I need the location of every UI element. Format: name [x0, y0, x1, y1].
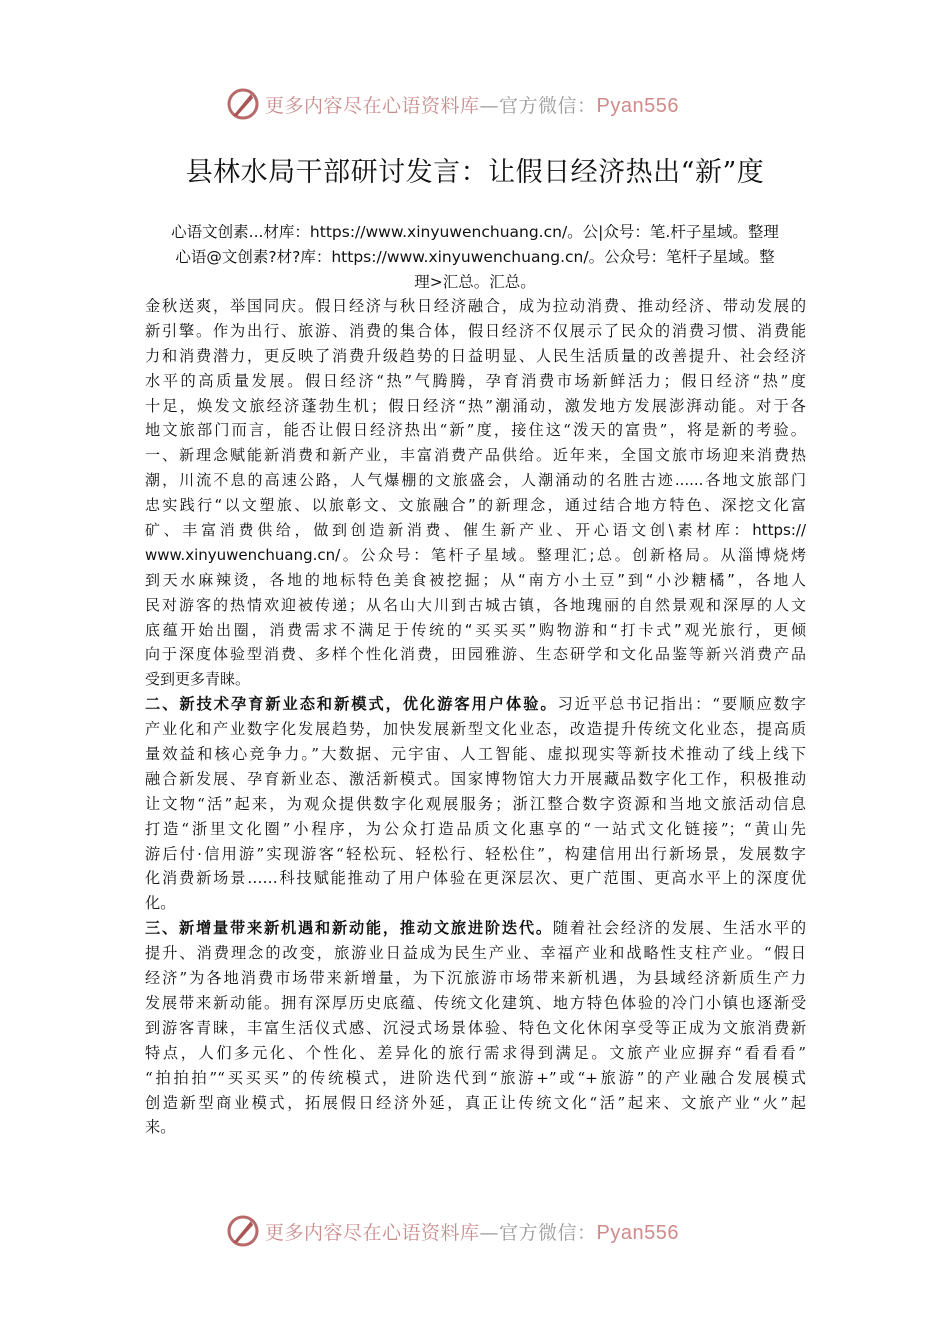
paragraph-intro — [145, 294, 806, 443]
banner-text: 更多内容尽在心语资料库—官方微信：Pyan556 — [265, 94, 679, 117]
paragraph-section-1 — [145, 443, 806, 692]
text-line: 水平的高质量发展。假日经济“热”气腾腾，孕育消费市场新鲜活力；假日经济“热”度 — [145, 371, 806, 390]
subtitle-line: 理>汇总。汇总。 — [414, 273, 536, 291]
text-line: 化。 — [145, 894, 176, 913]
text-line: 让文物“活”起来，为观众提供数字化观展服务；浙江整合数字资源和当地文旅活动信息 — [145, 794, 806, 813]
quill-logo-icon — [225, 1213, 261, 1249]
quill-logo-icon — [225, 86, 261, 122]
subtitle-line: 心语@文创素?材?库：https://www.xinyuwenchuang.cn/。公众号：笔杆子星域。整 — [175, 248, 775, 266]
text-line: 民对游客的热情欢迎被传递；从名山大川到古城古镇，各地瑰丽的自然景观和深厚的人文 — [145, 595, 806, 614]
text-line — [145, 692, 806, 717]
section-heading: 二、新技术孕育新业态和新模式，优化游客用户体验。 — [145, 695, 558, 714]
subtitle-line: 心语文创素...材库：https://www.xinyuwenchuang.cn/。公|众号：笔.杆子星域。整理 — [171, 223, 779, 241]
subtitle — [140, 220, 810, 295]
header-watermark-banner — [225, 84, 725, 124]
text-line: 十足，焕发文旅经济蓬勃生机；假日经济“热”潮涌动，激发地方发展澎湃动能。对于各 — [145, 396, 806, 415]
text-line: 产业化和产业数字化发展趋势，加快发展新型文化业态，改造提升传统文化业态，提高质 — [145, 720, 806, 739]
paragraph-section-2 — [145, 692, 806, 916]
banner-text: 更多内容尽在心语资料库—官方微信：Pyan556 — [265, 1221, 679, 1244]
text-line: www.xinyuwenchuang.cn/。公众号：笔杆子星域。整理汇;总。创新格局。从淄博烧烤 — [145, 545, 806, 564]
text-line — [145, 916, 806, 941]
text-line: 来。 — [145, 1118, 176, 1137]
text-line: 地文旅部门而言，能否让假日经济热出“新”度，接住这“泼天的富贵”，将是新的考验。 — [145, 421, 806, 440]
text-span: 随着社会经济的发展、生活水平的 — [552, 919, 806, 938]
text-line: 到天水麻辣烫，各地的地标特色美食被挖掘；从“南方小土豆”到“小沙糖橘”，各地人 — [145, 570, 806, 589]
text-line: 潮，川流不息的高速公路，人气爆棚的文旅盛会，人潮涌动的名胜古迹......各地文旅部门 — [145, 471, 806, 490]
text-line: 化消费新场景……科技赋能推动了用户体验在更深层次、更广范围、更高水平上的深度优 — [145, 869, 806, 888]
text-line: 受到更多青睐。 — [145, 670, 251, 689]
text-line: 创造新型商业模式，拓展假日经济外延，真正让传统文化“活”起来、文旅产业“火”起 — [145, 1093, 806, 1112]
text-line: 特点，人们多元化、个性化、差异化的旅行需求得到满足。文旅产业应摒弃“看看看” — [145, 1043, 806, 1062]
document-body — [145, 294, 806, 1140]
text-line: 一、新理念赋能新消费和新产业，丰富消费产品供给。近年来，全国文旅市场迎来消费热 — [145, 446, 806, 465]
text-line: 提升、消费理念的改变，旅游业日益成为民生产业、幸福产业和战略性支柱产业。“假日 — [145, 944, 806, 963]
text-line: 力和消费潜力，更反映了消费升级趋势的日益明显、人民生活质量的改善提升、社会经济 — [145, 346, 806, 365]
text-line: 游后付·信用游”实现游客“轻松玩、轻松行、轻松住”，构建信用出行新场景，发展数字 — [145, 844, 806, 863]
text-line: 到游客青睐，丰富生活仪式感、沉浸式场景体验、特色文化休闲享受等正成为文旅消费新 — [145, 1018, 806, 1037]
text-line: 打造“浙里文化圈”小程序，为公众打造品质文化惠享的“一站式文化链接”；“黄山先 — [145, 819, 806, 838]
text-line: 融合新发展、孕育新业态、激活新模式。国家博物馆大力开展藏品数字化工作，积极推动 — [145, 769, 806, 788]
text-line: 向于深度体验型消费、多样个性化消费，田园雅游、生态研学和文化品鉴等新兴消费产品 — [145, 645, 806, 664]
text-span: 习近平总书记指出：“要顺应数字 — [557, 695, 806, 714]
section-heading: 三、新增量带来新机遇和新动能，推动文旅进阶迭代。 — [145, 919, 553, 938]
text-line: “拍拍拍”“买买买”的传统模式，进阶迭代到“旅游+”或“+旅游”的产业融合发展模式 — [145, 1068, 806, 1087]
page-title: 县林水局干部研讨发言：让假日经济热出“新”度 — [185, 157, 765, 188]
text-line: 忠实践行“以文塑旅、以旅彰文、文旅融合”的新理念，通过结合地方特色、深挖文化富 — [145, 496, 806, 515]
text-line: 量效益和核心竞争力。”大数据、元宇宙、人工智能、虚拟现实等新技术推动了线上线下 — [145, 745, 806, 764]
text-line: 矿、丰富消费供给，做到创造新消费、催生新产业、开心语文创\素材库：https:// — [145, 521, 806, 540]
text-line: 新引擎。作为出行、旅游、消费的集合体，假日经济不仅展示了民众的消费习惯、消费能 — [145, 321, 806, 340]
paragraph-section-3 — [145, 916, 806, 1140]
text-line: 经济”为各地消费市场带来新增量，为下沉旅游市场带来新机遇，为县域经济新质生产力 — [145, 969, 806, 988]
footer-watermark-banner — [225, 1211, 725, 1251]
text-line: 底蕴开始出圈，消费需求不满足于传统的“买买买”购物游和“打卡式”观光旅行，更倾 — [145, 620, 806, 639]
text-line: 金秋送爽，举国同庆。假日经济与秋日经济融合，成为拉动消费、推动经济、带动发展的 — [145, 297, 806, 315]
text-line: 发展带来新动能。拥有深厚历史底蕴、传统文化建筑、地方特色体验的冷门小镇也逐渐受 — [145, 993, 806, 1012]
